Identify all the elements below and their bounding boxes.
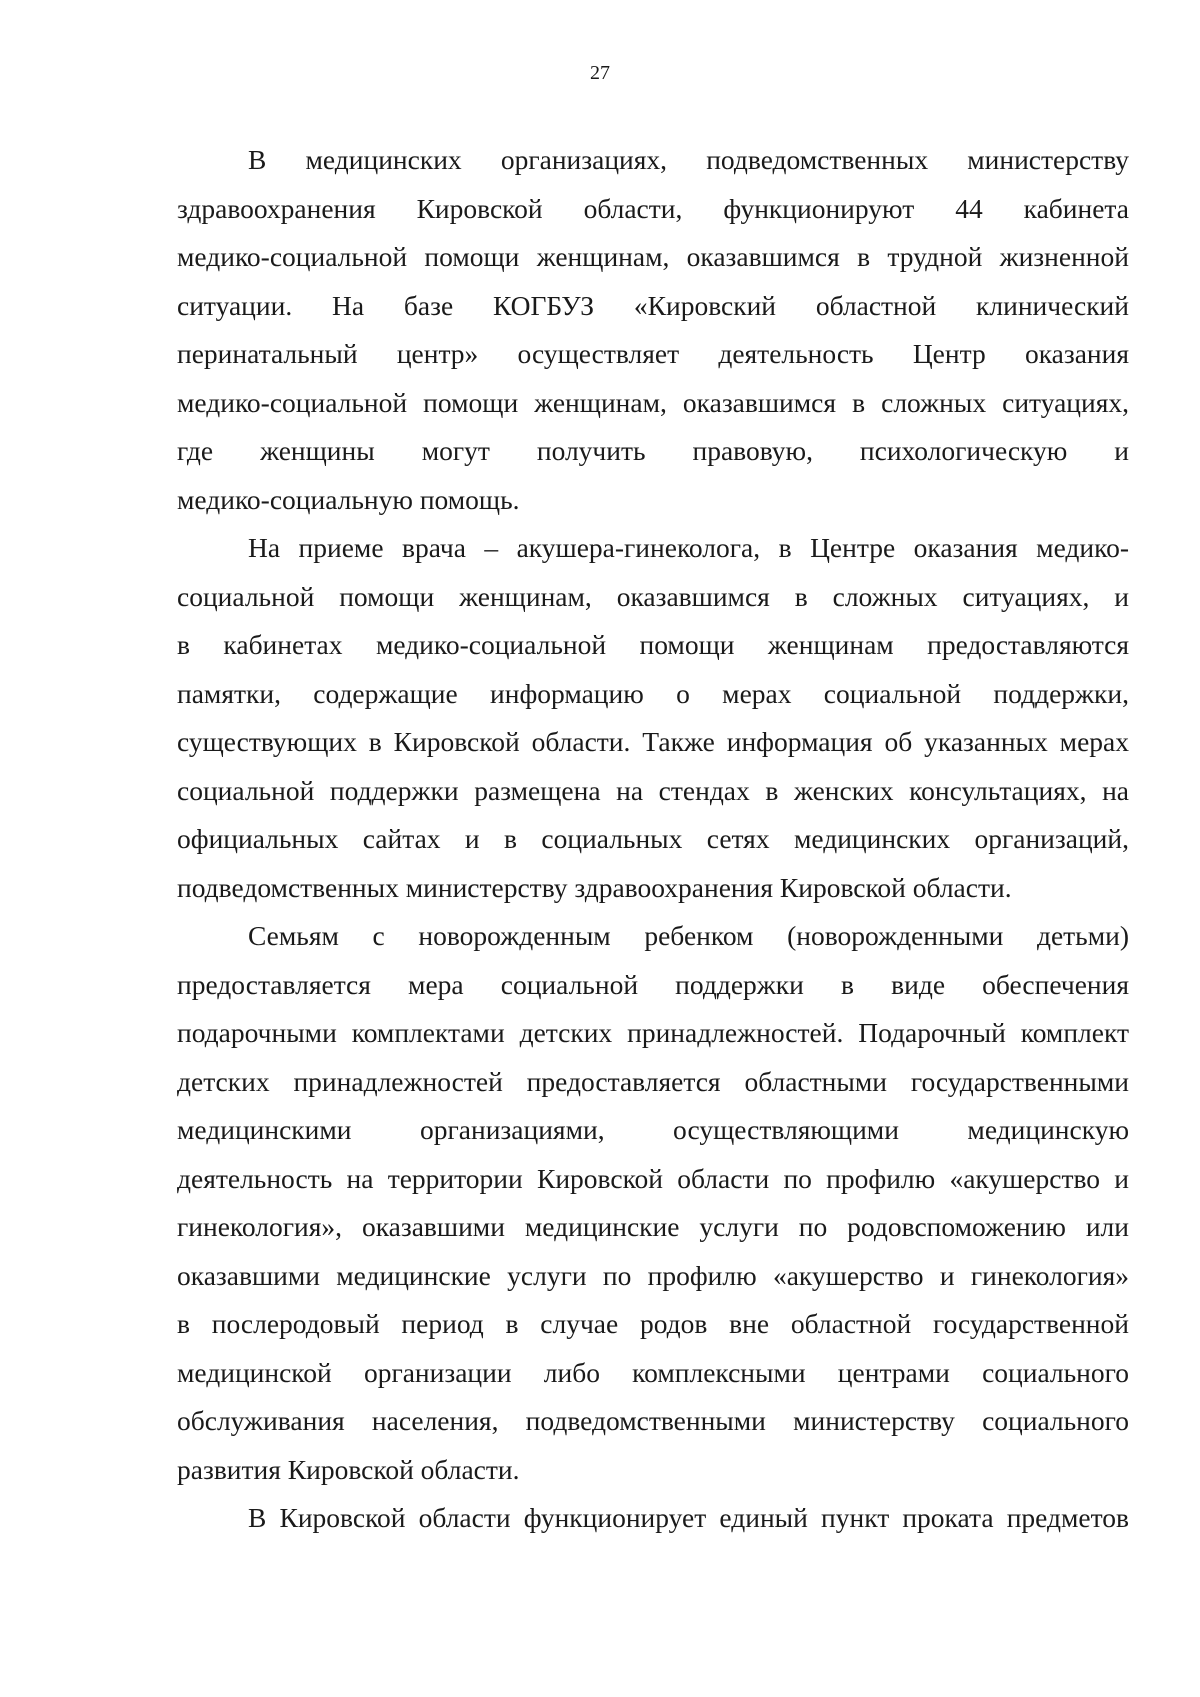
text-line: развития Кировской области.: [177, 1453, 520, 1485]
text-line: обслуживания населения, подведомственными министерству социального: [177, 1405, 1129, 1436]
text-line: существующих в Кировской области. Также информация об указанных мерах: [177, 726, 1129, 757]
text-line: В Кировской области функционирует единый пункт проката предметов: [248, 1502, 1129, 1533]
text-line: детских принадлежностей предоставляется областными государственными: [177, 1065, 1129, 1097]
paragraph-4: [177, 1494, 1129, 1543]
text-line: деятельность на территории Кировской области по профилю «акушерство и: [177, 1162, 1129, 1194]
text-line: медицинскими организациями, осуществляющими медицинскую: [177, 1114, 1129, 1145]
text-line: где женщины могут получить правовую, психологическую и: [177, 435, 1129, 466]
text-line: в послеродовый период в случае родов вне областной государственной: [177, 1308, 1129, 1339]
page-number: 27: [590, 62, 610, 84]
text-line: гинекология», оказавшими медицинские услуги по родовспоможению или: [177, 1211, 1129, 1242]
paragraph-1: [177, 136, 1129, 524]
text-line: медико-социальной помощи женщинам, оказавшимся в сложных ситуациях,: [177, 386, 1129, 418]
text-line: На приеме врача – акушера-гинеколога, в Центре оказания медико-: [248, 532, 1129, 563]
text-line: перинатальный центр» осуществляет деятельность Центр оказания: [177, 338, 1129, 369]
text-line: медико-социальной помощи женщинам, оказавшимся в трудной жизненной: [177, 241, 1129, 272]
text-line: предоставляется мера социальной поддержки в виде обеспечения: [177, 968, 1129, 1000]
text-line: в кабинетах медико-социальной помощи женщинам предоставляются: [177, 629, 1129, 660]
text-line: памятки, содержащие информацию о мерах социальной поддержки,: [177, 677, 1129, 709]
text-line: Семьям с новорожденным ребенком (новорожденными детьми): [248, 920, 1129, 951]
text-line: оказавшими медицинские услуги по профилю «акушерство и гинекология»: [177, 1259, 1129, 1291]
text-line: здравоохранения Кировской области, функционируют 44 кабинета: [177, 192, 1129, 224]
text-line: социальной помощи женщинам, оказавшимся в сложных ситуациях, и: [177, 580, 1129, 612]
paragraph-2: [177, 524, 1129, 912]
document-body: [177, 136, 1129, 1543]
text-line: медицинской организации либо комплексными центрами социального: [177, 1356, 1129, 1388]
text-line: медико-социальную помощь.: [177, 483, 520, 515]
text-line: подарочными комплектами детских принадлежностей. Подарочный комплект: [177, 1017, 1129, 1048]
text-line: официальных сайтах и в социальных сетях медицинских организаций,: [177, 823, 1129, 854]
text-line: подведомственных министерству здравоохранения Кировской области.: [177, 871, 1012, 903]
paragraph-3: [177, 912, 1129, 1494]
text-line: социальной поддержки размещена на стендах в женских консультациях, на: [177, 774, 1129, 806]
text-line: ситуации. На базе КОГБУЗ «Кировский областной клинический: [177, 289, 1129, 321]
text-line: В медицинских организациях, подведомственных министерству: [248, 144, 1129, 175]
